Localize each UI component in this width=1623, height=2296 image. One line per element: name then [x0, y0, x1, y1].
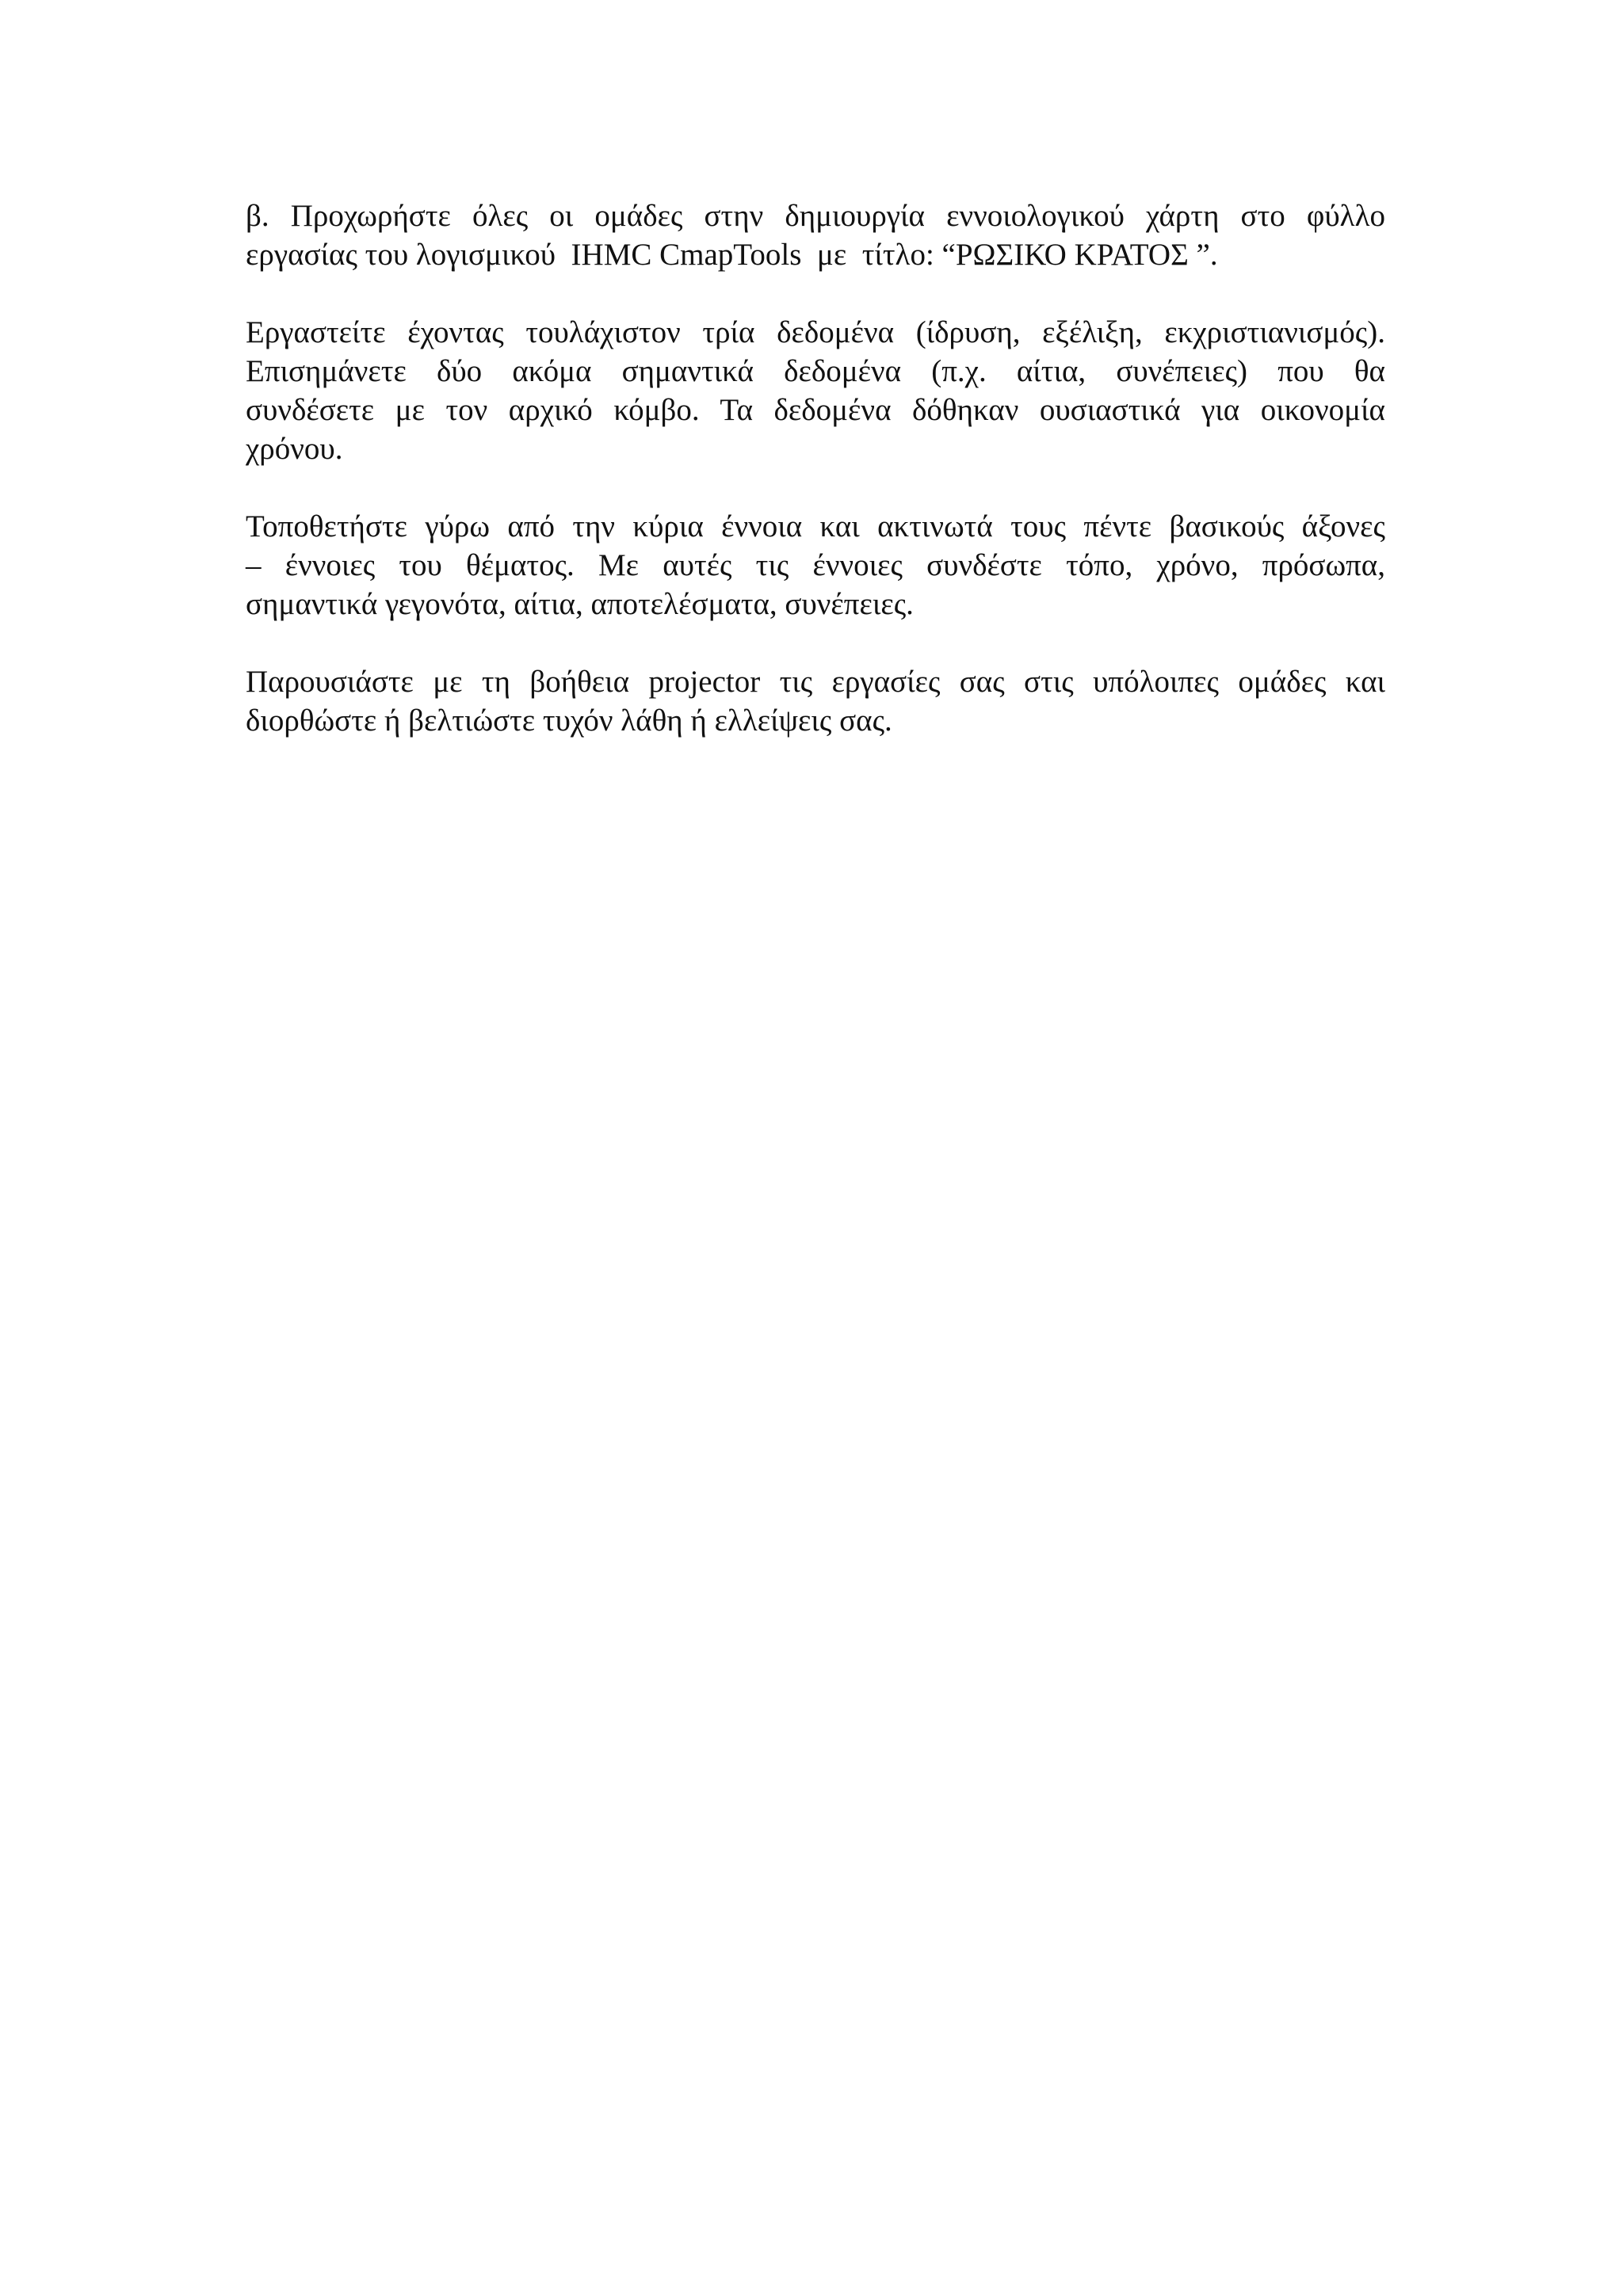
text-line: – έννοιες του θέματος. Με αυτές τις έννοιες συνδέστε τόπο, χρόνο, πρόσωπα, [246, 548, 1385, 582]
text-line: χρόνου. [246, 432, 343, 466]
paragraph-instructions-b [246, 196, 1385, 274]
text-line: Εργαστείτε έχοντας τουλάχιστον τρία δεδομένα (ίδρυση, εξέλιξη, εκχριστιανισμός). [246, 315, 1385, 349]
text-line: διορθώστε ή βελτιώστε τυχόν λάθη ή ελλείψεις σας. [246, 704, 892, 738]
paragraph-present-work [246, 662, 1385, 740]
paragraph-place-concepts [246, 507, 1385, 624]
text-line: Τοποθετήστε γύρω από την κύρια έννοια και ακτινωτά τους πέντε βασικούς άξονες [246, 509, 1385, 543]
text-line: β. Προχωρήστε όλες οι ομάδες στην δημιουργία εννοιολογικού χάρτη στο φύλλο [246, 199, 1385, 233]
document-body [246, 196, 1385, 740]
text-line: Παρουσιάστε με τη βοήθεια projector τις εργασίες σας στις υπόλοιπες ομάδες και [246, 665, 1385, 699]
text-line: Επισημάνετε δύο ακόμα σημαντικά δεδομένα (π.χ. αίτια, συνέπειες) που θα [246, 354, 1385, 388]
text-line: συνδέσετε με τον αρχικό κόμβο. Τα δεδομένα δόθηκαν ουσιαστικά για οικονομία [246, 393, 1385, 427]
paragraph-work-data [246, 313, 1385, 468]
text-line: σημαντικά γεγονότα, αίτια, αποτελέσματα, συνέπειες. [246, 587, 914, 621]
text-line: εργασίας του λογισμικού IHMC CmapTools με τίτλο: “ΡΩΣΙΚΟ ΚΡΑΤΟΣ ”. [246, 238, 1218, 272]
